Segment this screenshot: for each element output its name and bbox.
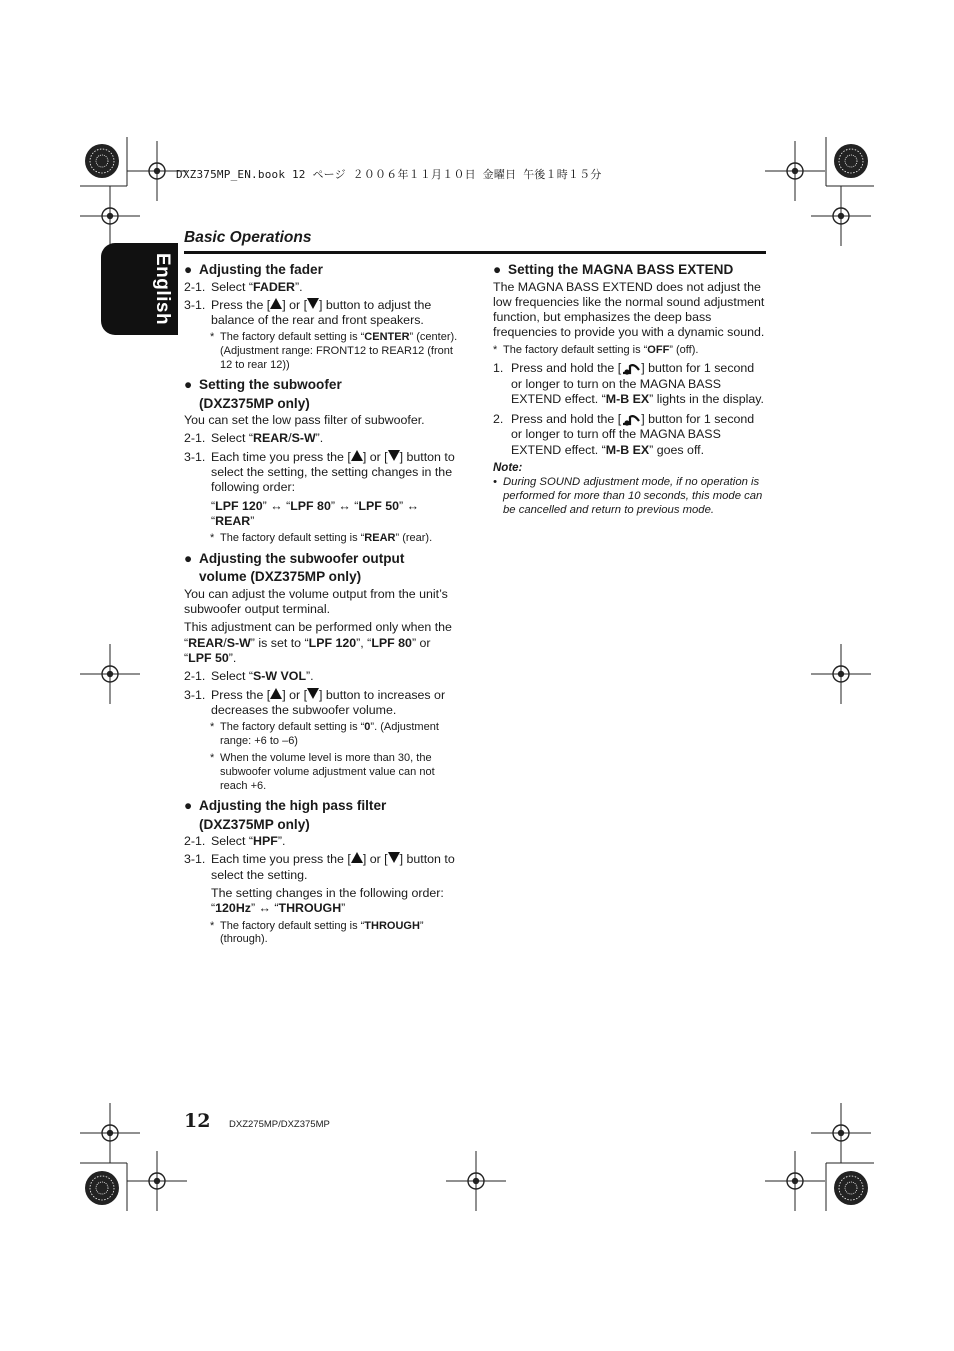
down-arrow-icon <box>388 852 400 863</box>
language-tab <box>101 243 178 335</box>
heading-subwoofer-volume: ● Adjusting the subwoofer output <box>184 550 405 566</box>
heading-subwoofer: ● Setting the subwoofer <box>184 377 342 393</box>
left-column <box>184 261 458 951</box>
note-hpf-default: * The factory default setting is “THROUGH” (through). <box>210 919 424 946</box>
step-magna-2: 2. Press and hold the [ ] button for 1 second or longer to turn off the MAGNA BASS EXTEND effect. “M-B EX” goes off. <box>493 412 755 457</box>
right-column <box>493 261 765 517</box>
note-sound-timeout: • During SOUND adjustment mode, if no operation is performed for more than 10 seconds, this mode can be cancelled and return to previous mode. <box>493 476 763 516</box>
step-hpf-2: 3-1. Each time you press the [ ] or [ ] button to select the setting. <box>184 852 455 882</box>
heading-hpf-2: (DXZ375MP only) <box>199 816 310 832</box>
note-volume-limit: * When the volume level is more than 30, the subwoofer volume adjustment value can not reach +6. <box>210 752 435 792</box>
hpf-order: The setting changes in the following order: “120Hz” ↔ “THROUGH” <box>211 886 444 916</box>
registration-wheel-bl <box>85 1171 119 1205</box>
up-arrow-icon <box>351 852 363 863</box>
note-volume-default: * The factory default setting is “0”. (Adjustment range: +6 to –6) <box>210 721 439 747</box>
volume-intro: You can adjust the volume output from the unit’s subwoofer output terminal. <box>184 586 448 617</box>
down-arrow-icon <box>307 298 319 309</box>
step-subwoofer-1: 2-1. Select “REAR/S-W”. <box>184 431 324 446</box>
heading-magna-bass: ● Setting the MAGNA BASS EXTEND <box>493 262 734 277</box>
down-arrow-icon <box>307 688 319 699</box>
up-arrow-icon <box>351 450 363 461</box>
step-magna-1: 1. Press and hold the [ ] button for 1 second or longer to turn on the MAGNA BASS EXTEND effect. “M-B EX” lights in the display. <box>493 361 764 406</box>
file-header-line: DXZ375MP_EN.book 12 ページ ２００６年１１月１０日 金曜日 午後１時１５分 <box>176 168 602 181</box>
note-subwoofer-default: * The factory default setting is “REAR” (rear). <box>210 532 433 545</box>
registration-wheel-tl <box>85 144 119 178</box>
section-title: Basic Operations <box>184 229 312 246</box>
subwoofer-order: “LPF 120” ↔ “LPF 80” ↔ “LPF 50” ↔ “REAR” <box>211 498 419 528</box>
note-magna-default: * The factory default setting is “OFF” (off). <box>493 343 699 356</box>
heading-fader: ● Adjusting the fader <box>184 262 323 277</box>
heading-subwoofer-volume-2: volume (DXZ375MP only) <box>199 569 362 585</box>
up-arrow-icon <box>270 298 282 309</box>
registration-wheel-tr <box>834 144 868 178</box>
note-fader-default: * The factory default setting is “CENTER” (center). (Adjustment range: FRONT12 to REAR12 (front 12 to rear 12)) <box>210 331 458 371</box>
step-volume-1: 2-1. Select “S-W VOL”. <box>184 669 314 684</box>
volume-condition: This adjustment can be performed only when the “REAR/S-W” is set to “LPF 120”, “LPF 80” or “LPF 50”. <box>184 620 452 666</box>
step-volume-2: 3-1. Press the [ ] or [ ] button to increases or decreases the subwoofer volume. <box>184 687 446 717</box>
step-subwoofer-2: 3-1. Each time you press the [ ] or [ ] button to select the setting, the setting changes in the following order: <box>184 449 455 495</box>
bass-note-icon <box>621 361 641 375</box>
up-arrow-icon <box>270 688 282 699</box>
step-hpf-1: 2-1. Select “HPF”. <box>184 834 286 849</box>
heading-subwoofer-2: (DXZ375MP only) <box>199 395 310 411</box>
section-rule <box>184 251 766 254</box>
bass-note-icon <box>621 412 641 426</box>
step-fader-2: 3-1. Press the [ ] or [ ] button to adjust the balance of the rear and front speakers. <box>184 297 432 328</box>
model-footer: DXZ275MP/DXZ375MP <box>229 1119 330 1130</box>
language-tab-label: English <box>152 252 173 326</box>
heading-hpf: ● Adjusting the high pass filter <box>184 798 387 814</box>
note-label: Note: <box>493 462 523 475</box>
step-fader-1: 2-1. Select “FADER”. <box>184 279 303 294</box>
page-number: 12 <box>184 1110 211 1132</box>
registration-wheel-br <box>834 1171 868 1205</box>
down-arrow-icon <box>388 450 400 461</box>
magna-bass-intro: The MAGNA BASS EXTEND does not adjust the low frequencies like the normal sound adjustment function, but emphasizes the deep bass frequencies to provide you with a dynamic sound. <box>493 279 765 340</box>
subwoofer-intro: You can set the low pass filter of subwoofer. <box>184 413 425 428</box>
